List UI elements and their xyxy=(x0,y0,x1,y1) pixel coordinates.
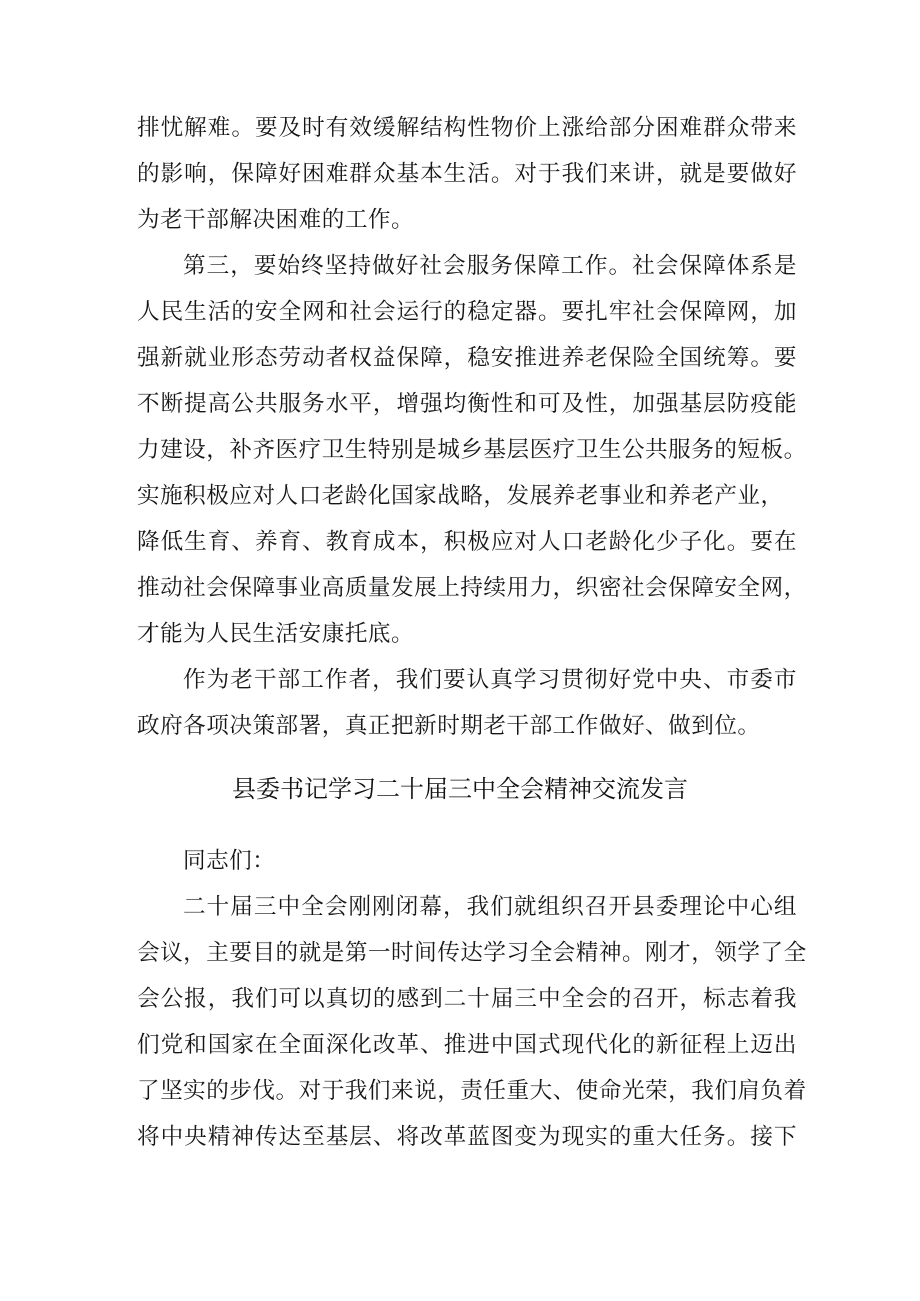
paragraph-line: 降低生育、养育、教育成本，积极应对人口老龄化少子化。要在 xyxy=(137,529,797,555)
paragraph-line: 政府各项决策部署，真正把新时期老干部工作做好、做到位。 xyxy=(137,713,761,739)
speech-title: 县委书记学习二十届三中全会精神交流发言 xyxy=(232,775,688,803)
paragraph-line: 二十届三中全会刚刚闭幕，我们就组织召开县委理论中心组 xyxy=(183,894,797,920)
paragraph-line: 力建设，补齐医疗卫生特别是城乡基层医疗卫生公共服务的短板。 xyxy=(137,437,807,463)
paragraph-line: 人民生活的安全网和社会运行的稳定器。要扎牢社会保障网，加 xyxy=(137,299,797,325)
paragraph-line: 为老干部解决困难的工作。 xyxy=(137,207,415,233)
paragraph-line: 会议，主要目的就是第一时间传达学习全会精神。刚才，领学了全 xyxy=(137,940,807,966)
paragraph-line: 了坚实的步伐。对于我们来说，责任重大、使命光荣，我们肩负着 xyxy=(137,1078,807,1104)
paragraph-line: 推动社会保障事业高质量发展上持续用力，织密社会保障安全网， xyxy=(137,575,807,601)
paragraph-line: 排忧解难。要及时有效缓解结构性物价上涨给部分困难群众带来 xyxy=(137,115,797,141)
paragraph-line: 们党和国家在全面深化改革、推进中国式现代化的新征程上迈出 xyxy=(137,1032,797,1058)
paragraph-line: 实施积极应对人口老龄化国家战略，发展养老事业和养老产业， xyxy=(137,483,784,509)
paragraph-line: 强新就业形态劳动者权益保障，稳安推进养老保险全国统筹。要 xyxy=(137,345,797,371)
paragraph-line: 不断提高公共服务水平，增强均衡性和可及性，加强基层防疫能 xyxy=(137,391,797,417)
paragraph-line: 第三，要始终坚持做好社会服务保障工作。社会保障体系是 xyxy=(183,253,797,279)
paragraph-line: 会公报，我们可以真切的感到二十届三中全会的召开，标志着我 xyxy=(137,986,797,1012)
paragraph-line: 的影响，保障好困难群众基本生活。对于我们来讲，就是要做好 xyxy=(137,161,797,187)
paragraph-line: 才能为人民生活安康托底。 xyxy=(137,621,415,647)
salutation: 同志们： xyxy=(183,848,276,874)
paragraph-line: 作为老干部工作者，我们要认真学习贯彻好党中央、市委市 xyxy=(183,667,797,693)
paragraph-line: 将中央精神传达至基层、将改革蓝图变为现实的重大任务。接下 xyxy=(137,1124,797,1150)
